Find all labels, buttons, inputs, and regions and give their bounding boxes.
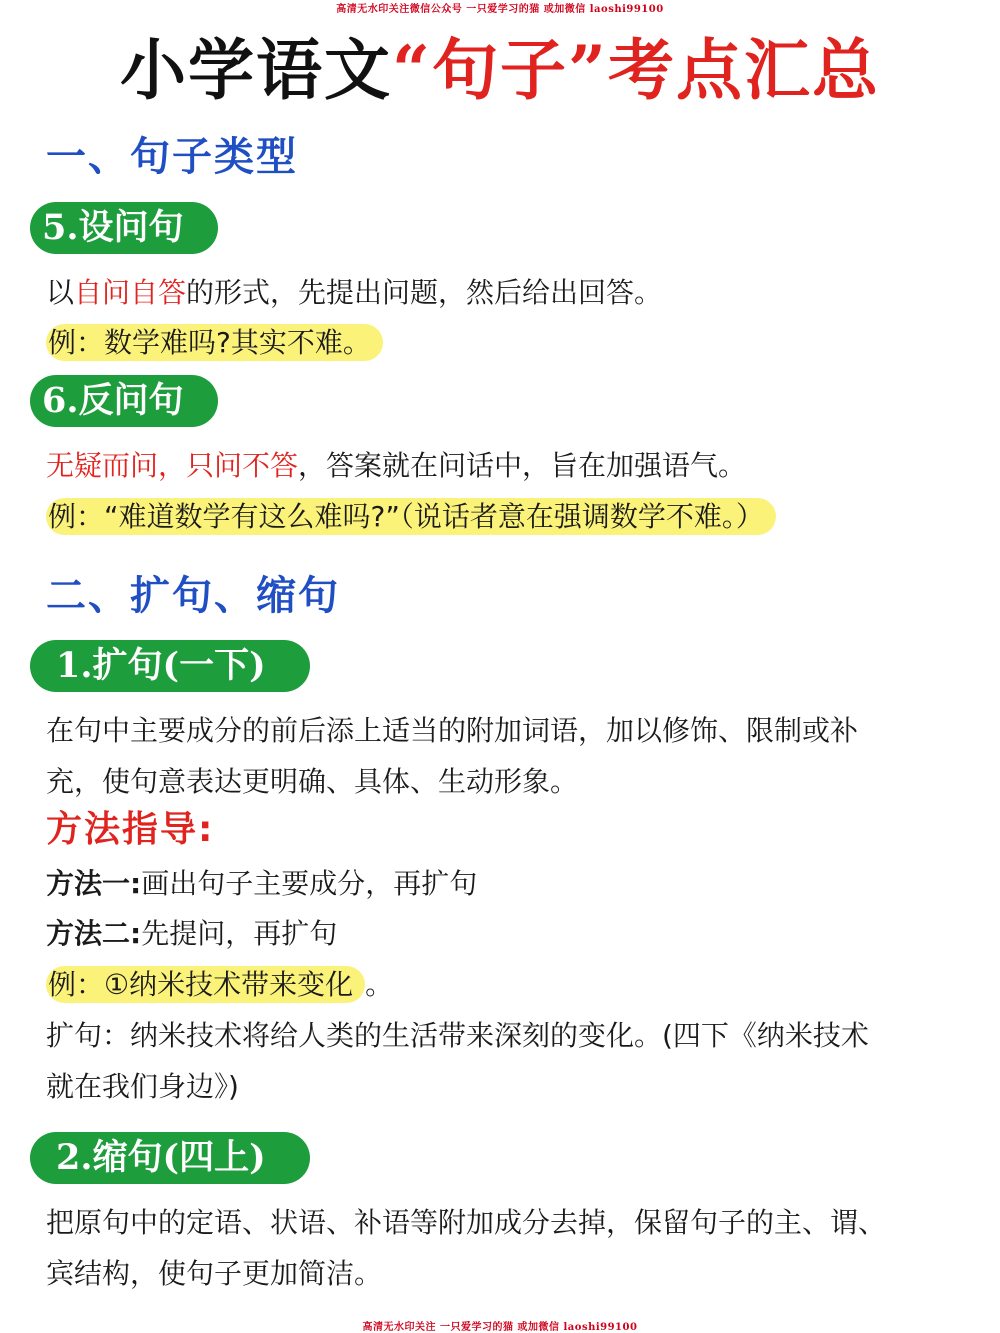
item5-desc-prefix: 以	[46, 276, 75, 309]
method1-line	[46, 864, 477, 904]
method-guide-title: 方法指导:	[46, 809, 215, 850]
expand-sentence-pill: 1.扩句(一下)	[30, 640, 310, 692]
expand-example: 例：①纳米技术带来变化	[46, 966, 365, 1003]
expand-result-line2: 就在我们身边》)	[46, 1070, 239, 1103]
page-title	[0, 30, 1000, 110]
item6-desc-suffix: ，答案就在问话中，旨在加强语气。	[298, 449, 747, 482]
method2-line	[46, 914, 337, 954]
item5-example: 例：数学难吗?其实不难。	[46, 324, 383, 361]
top-watermark: 高清无水印关注微信公众号 一只爱学习的猫 或加微信 laoshi99100	[336, 4, 664, 15]
expand-desc-line1: 在句中主要成分的前后添上适当的附加词语，加以修饰、限制或补	[46, 714, 859, 747]
shorten-desc-line2: 宾结构，使句子更加简洁。	[46, 1257, 383, 1290]
item5-desc-highlight: 自问自答	[74, 276, 187, 309]
expand-result-line1: 扩句：纳米技术将给人类的生活带来深刻的变化。(四下《纳米技术	[46, 1019, 869, 1052]
method2-label: 方法二:	[46, 917, 142, 950]
method2-text: 先提问，再扩句	[141, 917, 338, 950]
shorten-sentence-pill: 2.缩句(四上)	[30, 1132, 310, 1184]
section2-heading: 二、扩句、缩句	[46, 572, 340, 619]
item6-description	[46, 446, 746, 486]
method1-label: 方法一:	[46, 867, 142, 900]
expand-example-line	[46, 965, 393, 1005]
bottom-watermark: 高清无水印关注 一只爱学习的猫 或加微信 laoshi99100	[362, 1322, 638, 1333]
item5-example-line	[46, 323, 383, 363]
title-part3: 考点汇总	[607, 31, 880, 109]
shorten-desc-line1: 把原句中的定语、状语、补语等附加成分去掉，保留句子的主、谓、	[46, 1206, 887, 1239]
method1-text: 画出句子主要成分，再扩句	[141, 867, 478, 900]
title-part1: 小学语文	[120, 31, 393, 109]
item6-example-line	[46, 497, 776, 537]
rhetorical-ask-pill: 6.反问句	[30, 375, 218, 427]
item6-example: 例：“难道数学有这么难吗?”（说话者意在强调数学不难。）	[46, 498, 776, 535]
title-part2: “句子”	[392, 31, 608, 109]
expand-desc-line2: 充，使句意表达更明确、具体、生动形象。	[46, 765, 579, 798]
rhetorical-question-pill: 5.设问句	[30, 202, 218, 254]
item5-desc-suffix: 的形式，先提出问题，然后给出回答。	[186, 276, 663, 309]
item5-description	[46, 273, 662, 313]
section1-heading: 一、句子类型	[46, 133, 298, 180]
item6-desc-highlight: 无疑而问，只问不答	[46, 449, 299, 482]
expand-example-tail: 。	[365, 968, 394, 1001]
